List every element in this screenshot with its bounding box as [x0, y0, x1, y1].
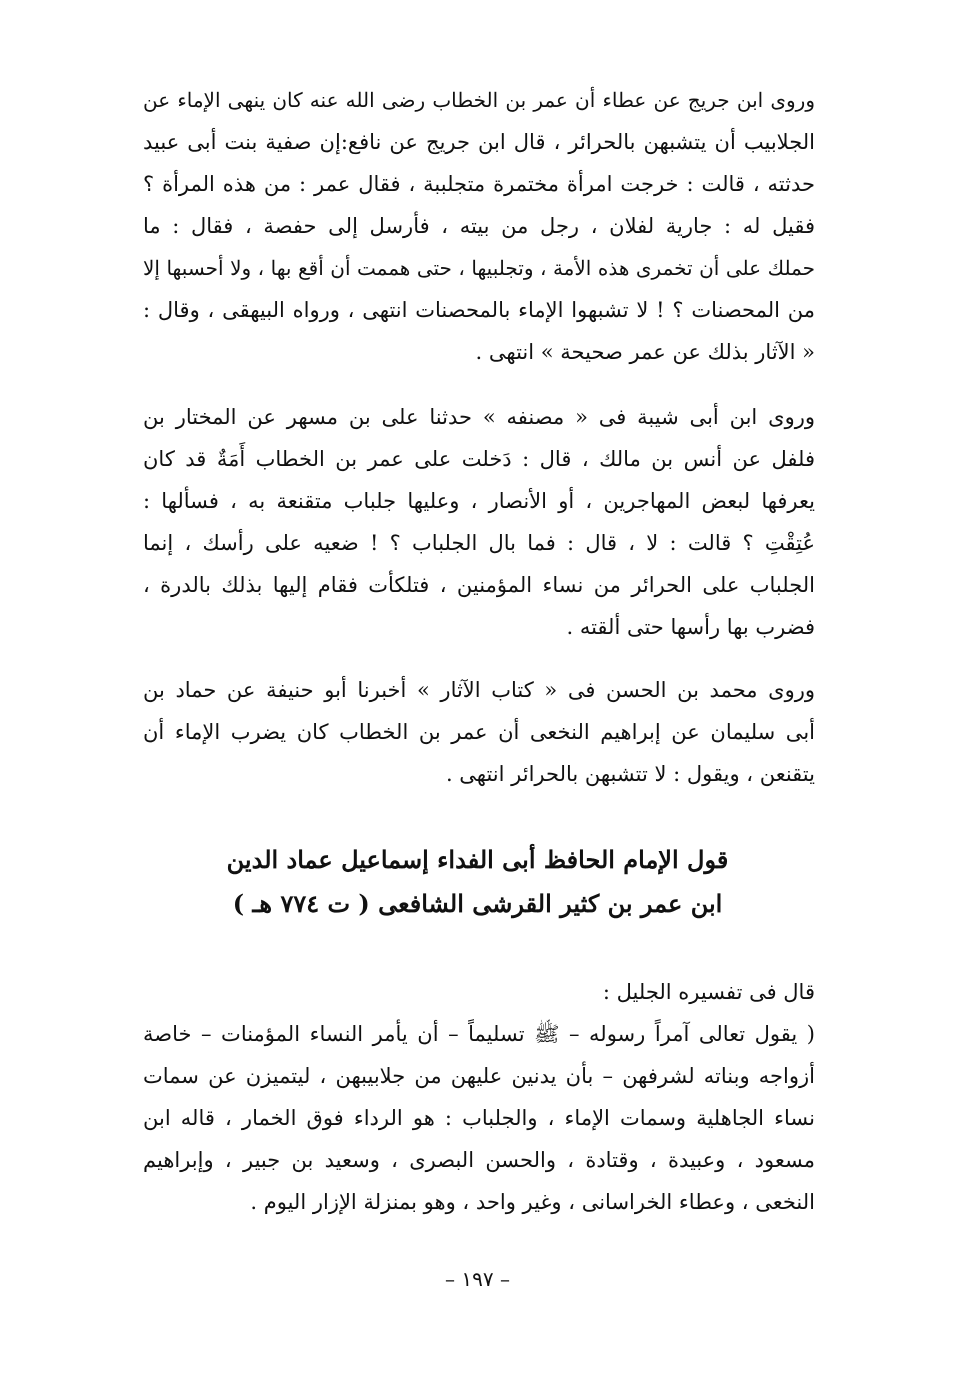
text-line: وروى ابن جريج عن عطاء أن عمر بن الخطاب رضى الله عنه كان ينهى الإماء عن: [143, 88, 815, 112]
paragraph-muhammad-ibn-al-hasan: [143, 669, 815, 795]
text-line: يتقنعن ، ويقول : لا تتشبهن بالحرائر انتهى .: [445, 762, 815, 786]
text-line: عُتِقْتِ ؟ قالت : لا ، قال : فما بال الجلباب ؟ ! ضعيه على رأسك ، إنما: [143, 531, 815, 555]
text-line: يعرفها لبعض المهاجرين ، أو الأنصار ، وعليها جلباب متقنعة به ، فسألها :: [143, 489, 815, 513]
text-line: حدثته ، قالت : خرجت امرأة مختمرة متجلببة ، فقال عمر : من هذه المرأة ؟: [143, 172, 815, 196]
text-line: قال فى تفسيره الجليل :: [602, 980, 815, 1004]
text-line: أبى سليمان عن إبراهيم النخعى أن عمر بن الخطاب كان يضرب الإماء أن: [143, 720, 815, 744]
text-line: مسعود ، وعبيدة ، وقتادة ، والحسن البصرى ، وسعيد بن جبير ، وإبراهيم: [143, 1148, 815, 1172]
text-line: فقيل له : جارية لفلان ، رجل من بيته ، فأرسل إلى حفصة ، فقال : ما: [143, 214, 815, 238]
text-line: الجلابيب أن يتشبهن بالحرائر ، قال ابن جريج عن نافع:إن صفية بنت أبى عبيد: [143, 130, 815, 154]
text-line: « الآثار بذلك عن عمر صحيحة » انتهى .: [475, 340, 815, 364]
text-line: نساء الجاهلية وسمات الإماء ، والجلباب : هو الرداء فوق الخمار ، قاله ابن: [143, 1106, 816, 1130]
text-line: أزواجه وبناته لشرفهن – بأن يدنين عليهن من جلابيبهن ، ليتميزن عن سمات: [143, 1064, 815, 1088]
text-line: فضرب بها رأسها حتى ألقته .: [566, 615, 815, 639]
text-line: وروى محمد بن الحسن فى « كتاب الآثار » أخبرنا أبو حنيفة عن حماد بن: [143, 678, 815, 702]
paragraph-ibn-kathir-tafsir: [143, 971, 815, 1223]
text-line: فلفل عن أنس بن مالك ، قال : دَخلت على عمر بن الخطاب أَمَةٌ قد كان: [143, 447, 815, 471]
section-heading: [0, 838, 955, 926]
text-line: وروى ابن أبى شيبة فى « مصنفه » حدثنا على بن مسهر عن المختار بن: [143, 405, 815, 429]
paragraph-ibn-jurayj: [143, 79, 815, 373]
text-line: حملك على أن تخمرى هذه الأمة ، وتجلبيها ، حتى هممت أن أقع بها ، ولا أحسبها إلا: [143, 256, 815, 280]
text-line: ( يقول تعالى آمراً رسوله – ﷺ تسليماً – أن يأمر النساء المؤمنات – خاصة: [143, 1022, 815, 1046]
page-number: – ١٩٧ –: [445, 1267, 510, 1291]
paragraph-ibn-abi-shaybah: [143, 396, 815, 648]
heading-line: ابن عمر بن كثير القرشى الشافعى ( ت ٧٧٤ هـ ): [232, 889, 723, 918]
heading-line: قول الإمام الحافظ أبى الفداء إسماعيل عماد الدين: [226, 845, 729, 874]
text-line: الجلباب على الحرائر من نساء المؤمنين ، فتلكأت فقام إليها بذلك بالدرة ،: [143, 573, 815, 597]
text-line: النخعى ، وعطاء الخراسانى ، وغير واحد ، وهو بمنزلة الإزار اليوم .: [250, 1190, 815, 1214]
text-line: من المحصنات ؟ ! لا تشبهوا الإماء بالمحصنات انتهى ، ورواه البيهقى ، وقال :: [143, 298, 815, 322]
